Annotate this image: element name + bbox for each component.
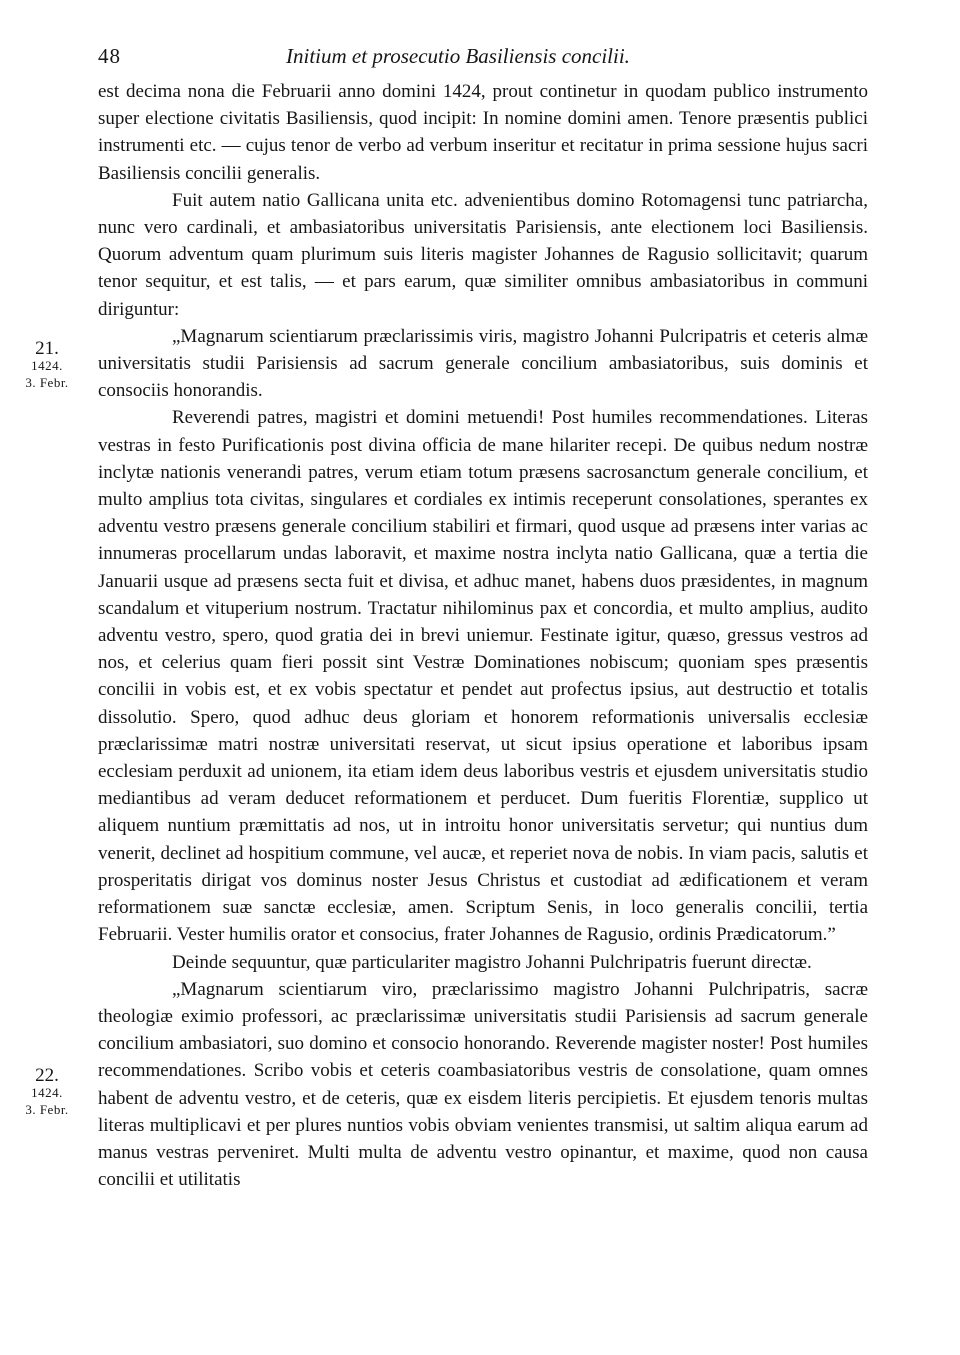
letter-address-22: „Magnarum scientiarum viro, præclarissimo magistro Johanni Pulchripatris, sacræ theologiæ eximio professori, ac præclarissimæ universitatis studii Parisiensis ad sacrum generale concilium ambasiatori, suo domino et consocio honorando. Reverende magister noster! Post humiles recommendationes. Scribo vobis et ceteris coambasiatoribus vestris de consolatione, quam omnes habent de adventu vestro, et de ceteris, quæ ex eisdem literis percipietis. Et ejusdem tenoris multas literas multiplicavi et per plures nuntios vobis obviam venientes transmisi, ut saltim aliqua earum ad manus vestras perveniret. Multi multa de adventu vestro opinantur, et maxime, quod non causa concilii et utilitatis — [98, 978, 868, 1191]
margin-note-year: 1424. — [31, 1085, 63, 1100]
paragraph-narrative: Fuit autem natio Gallicana unita etc. advenientibus domino Rotomagensi tunc patriarcha, nunc vero cardinali, et ambasiatoribus universitatis Parisiensis, ante electionem loci Basiliensis. Quorum adventum quam plurimum suis literis magister Johannes de Ragusio sollicitavit; quarum tenor sequitur, et est talis, — et pars earum, quæ similiter omnibus ambasiatoribus in communi diriguntur: — [98, 189, 868, 320]
paragraph-transition: Deinde sequuntur, quæ particulariter magistro Johanni Pulchripatris fuerunt directæ. — [172, 951, 812, 973]
margin-note-date: 3. Febr. — [25, 1102, 69, 1117]
margin-note-number: 22. — [35, 1065, 59, 1086]
letter-address-21: „Magnarum scientiarum præclarissimis viris, magistro Johanni Pulcripatris et ceteris almæ universitatis studii Parisiensis ad sacrum generale concilium ambasiatoribus, suis dominis et consociis honorandis. — [98, 325, 868, 402]
paragraph-continuation: est decima nona die Februarii anno domini 1424, prout continetur in quodam publico instrumento super electione civitatis Basiliensis, quod incipit: In nomine domini amen. Tenore præsentis publici instrumenti etc. — cujus tenor de verbo ad verbum inseritur et recitatur in prima sessione hujus sacri Basiliensis concilii generalis. — [98, 81, 868, 184]
margin-note-number: 21. — [35, 338, 59, 359]
page-header — [98, 44, 868, 72]
running-title: Initium et prosecutio Basiliensis concilii. — [286, 44, 630, 68]
margin-note-22 — [10, 1067, 84, 1118]
letter-body-21: Reverendi patres, magistri et domini metuendi! Post humiles recommendationes. Literas vestras in festo Purificationis post divina officia de mane hilariter recepi. De quibus nedum nostræ inclytæ nationis venerandi patres, verum etiam totum præsens sacrosanctum generale concilium, et multo amplius tota civitas, singulares et cordiales ex intimis receperunt consolationes, sperantes ex adventu vestro præsens generale concilium stabiliri et firmari, quod usque ad præsens inter varias ac innumeras procellarum undas laboravit, et maxime nostra inclyta natio Gallicana, quæ a tertia die Januarii usque ad præsens secta fuit et divisa, et adhuc manet, habens duos præsidentes, in magnum scandalum et vituperium nostrum. Tractatur nihilominus pax et concordia, et multo amplius, audito adventu vestro, spero, quod gratia dei in brevi uniemur. Festinate igitur, quæso, gressus vestros ad nos, et celerius quam fieri possit sint Vestræ Dominationes nobiscum; quoniam spes præsentis concilii in vobis est, et ex vobis spectatur et pendet aut profectus ipsius, aut destructio et totalis dissolutio. Spero, quod adhuc deus gloriam et honorem reformationis universalis ecclesiæ præclarissimæ matri nostræ universitati reservat, ut sicut ipsius operatione et laboribus ipsam ecclesiam perduxit ad unionem, ita etiam idem deus laboribus vestris et ejusdem universitatis studio mediantibus ad veram deducet reformationem et perducet. Dum fueritis Florentiæ, supplico ut aliquem nuntium præmittatis ad nos, ut in introitu honor universitatis servetur; qui nuntius dum venerit, declinet ad hospitium commune, vel aucæ, et reperiet nova de nobis. In viam pacis, salutis et prosperitatis dirigat vos dominus noster Jesus Christus et custodiat ad ædificationem et veram reformationem suæ sanctæ ecclesiæ, amen. Scriptum Senis, in loco generalis concilii, tertia Februarii. Vester humilis orator et consocius, frater Johannes de Ragusio, ordinis Prædicatorum.” — [98, 407, 868, 946]
body-text — [98, 78, 868, 1193]
margin-note-21 — [10, 340, 84, 391]
margin-note-date: 3. Febr. — [25, 375, 69, 390]
margin-note-year: 1424. — [31, 358, 63, 373]
page-number: 48 — [98, 44, 121, 68]
